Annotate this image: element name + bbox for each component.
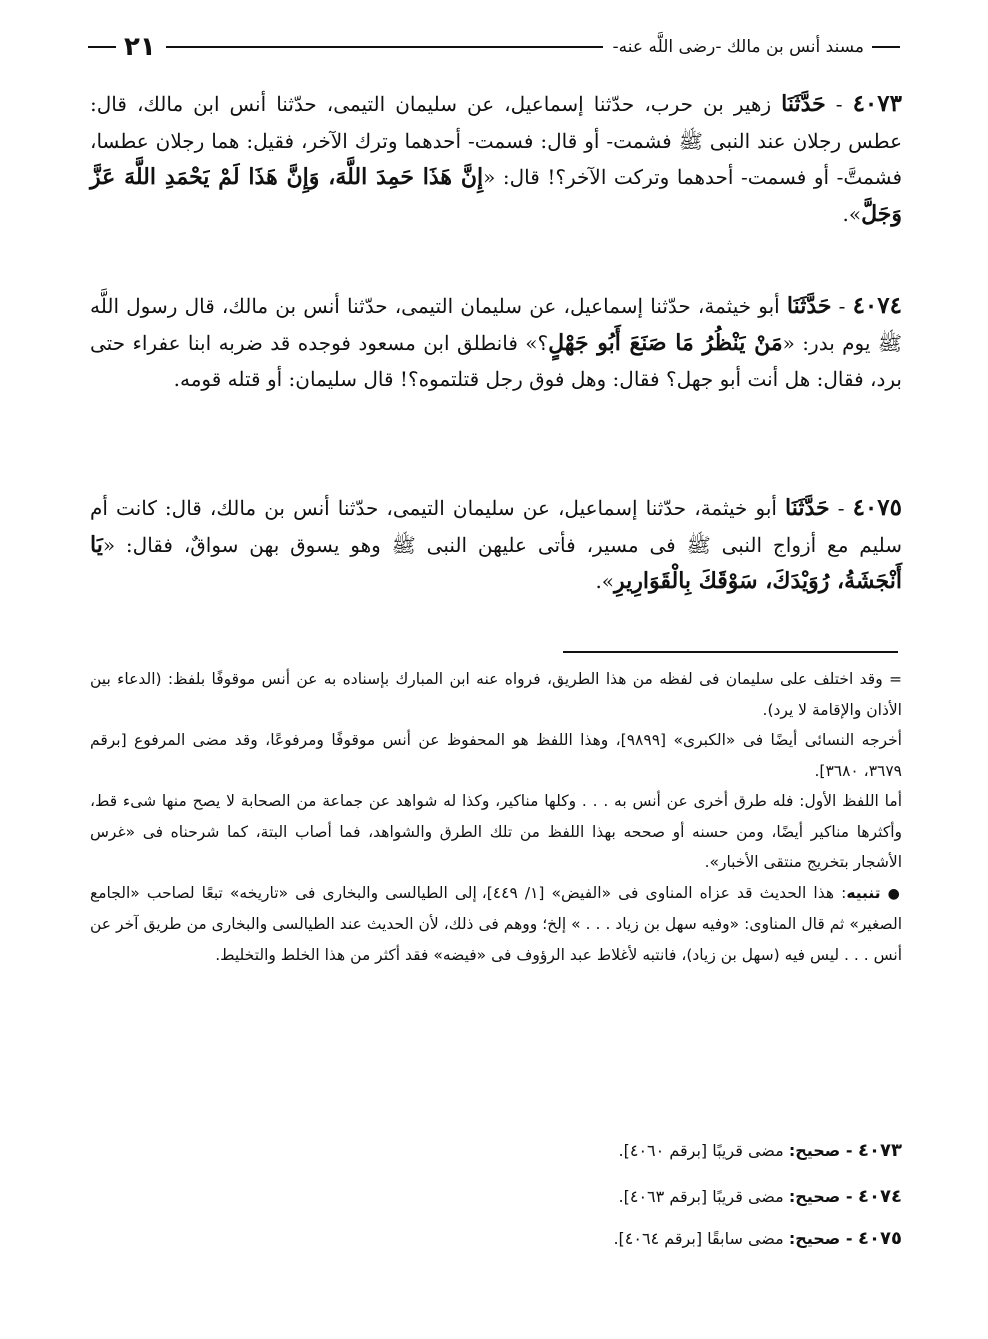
- footnote-separator: [563, 651, 898, 653]
- hadith-4075: [90, 490, 902, 600]
- running-header: [88, 30, 900, 64]
- header-rule: [166, 46, 603, 48]
- hadith-isnad: أبو خيثمة، حدّثنا إسماعيل، عن سليمان التيمى، حدّثنا أنس بن مالك، قال رسول اللَّه ﷺ يوم بدر: «: [90, 294, 902, 355]
- note-text: : هذا الحديث قد عزاه المناوى فى «الفيض» [١/ ٤٤٩]، إلى الطيالسى والبخارى فى «تاريخه» تبعًا لصاحب «الجامع الصغير» ثم قال المناوى: «وفيه سهل بن زياد . . . » إلخ؛ ووهم فى ذلك، لأن الحديث عند الطيالسى والبخارى من طريق آخر عن أنس . . . ليس فيه (سهل بن زياد)، فانتبه لأغلاط عبد الرؤوف فى «فيضه» فقد أكثر من هذا الخلط والتخليط.: [90, 883, 902, 964]
- grading-4074: [90, 1182, 902, 1212]
- header-dash-left: [88, 46, 116, 48]
- bullet-icon: ●: [887, 885, 902, 902]
- hadith-matn: إِنَّ هَذَا حَمِدَ اللَّهَ، وَإِنَّ هَذَا لَمْ يَحْمَدِ اللَّهَ عَزَّ وَجَلَّ: [90, 164, 902, 227]
- footnote-paragraph: أخرجه النسائى أيضًا فى «الكبرى» [٩٨٩٩]، وهذا اللفظ هو المحفوظ عن أنس موقوفًا ومرفوعًا، وقد مضى المرفوع [برقم ٣٦٧٩، ٣٦٨٠].: [90, 731, 902, 780]
- grading-4073: [90, 1136, 902, 1166]
- header-title: مسند أنس بن مالك -رضى اللَّه عنه-: [612, 37, 864, 57]
- grading-text: مضى قريبًا [برقم ٤٠٦٣].: [618, 1187, 789, 1206]
- grading-label: - صحيح:: [788, 1229, 859, 1248]
- grading-text: مضى سابقًا [برقم ٤٠٦٤].: [613, 1229, 789, 1248]
- note-label: تنبيه: [846, 883, 881, 902]
- grading-label: - صحيح:: [788, 1141, 859, 1160]
- footnote-note: [90, 878, 902, 971]
- grading-number: ٤٠٧٤: [858, 1186, 902, 1207]
- haddathana-word: حَدَّثَنَا: [785, 495, 830, 521]
- grading-text: مضى قريبًا [برقم ٤٠٦٠].: [618, 1141, 789, 1160]
- hadith-isnad: زهير بن حرب، حدّثنا إسماعيل، عن سليمان التيمى، حدّثنا أنس ابن مالك، قال: عطس رجلان عند النبى ﷺ فشمت- أو قال: فسمت- أحدهما وترك الآخر، فقيل: هما رجلان عطسا، فشمتَّ- أو فسمت- أحدهما وتركت الآخر؟! قال: «: [90, 92, 903, 189]
- grading-number: ٤٠٧٣: [858, 1140, 902, 1161]
- hadith-ending: ؟» فانطلق ابن مسعود فوجده قد ضربه ابنا عفراء حتى برد، فقال: هل أنت أبو جهل؟ فقال: وهل فوق رجل قتلتموه؟! قال سليمان: أو قتله قومه.: [90, 330, 902, 391]
- footnotes: [90, 664, 902, 970]
- hadith-4074: [90, 288, 902, 398]
- footnote-paragraph: أما اللفظ الأول: فله طرق أخرى عن أنس به . . . وكلها مناكير، وكذا له شواهد عن جماعة من الصحابة لا يصح منها شىء قط، وأكثرها مناكير أيضًا، ومن حسنه أو صححه بهذا اللفظ من تلك الطرق والشواهد، فما أصاب البتة، كما شرحناه فى «غرس الأشجار بتخريج منتقى الأخبار».: [90, 792, 902, 871]
- hadith-ending: ».: [595, 569, 615, 593]
- haddathana-word: حَدَّثَنَا: [781, 91, 826, 117]
- hadith-ending: ».: [842, 201, 862, 226]
- grading-4075: [90, 1224, 902, 1254]
- grading-label: - صحيح:: [788, 1187, 859, 1206]
- hadith-dash: -: [825, 92, 853, 116]
- grading-number: ٤٠٧٥: [858, 1228, 902, 1249]
- hadith-matn: يَا أَنْجَشَةُ، رُوَيْدَكَ، سَوْقَكَ بِالْقَوَارِيرِ: [90, 531, 902, 594]
- hadith-isnad: أبو خيثمة، حدّثنا إسماعيل، عن سليمان التيمى، حدّثنا أنس بن مالك، قال: كانت أم سليم مع أزواج النبى ﷺ فى مسير، فأتى عليهن النبى ﷺ وهو يسوق بهن سواقٌ، فقال: «: [90, 496, 902, 557]
- hadith-number: ٤٠٧٤: [852, 292, 902, 319]
- header-dash-right: [872, 46, 900, 48]
- hadith-number: ٤٠٧٥: [852, 494, 902, 521]
- hadith-4073: [90, 86, 902, 232]
- page-number: ٢١: [124, 32, 156, 62]
- footnote-paragraph: = وقد اختلف على سليمان فى لفظه من هذا الطريق، فرواه عنه ابن المبارك بإسناده به عن أنس موقوفًا بلفظ: (الدعاء بين الأذان والإقامة لا يرد).: [90, 670, 902, 719]
- hadith-dash: -: [831, 294, 853, 318]
- hadith-dash: -: [829, 496, 853, 520]
- hadith-matn: مَنْ يَنْظُرُ مَا صَنَعَ أَبُو جَهْلٍ: [548, 329, 783, 356]
- haddathana-word: حَدَّثَنَا: [786, 293, 832, 319]
- hadith-number: ٤٠٧٣: [852, 90, 902, 117]
